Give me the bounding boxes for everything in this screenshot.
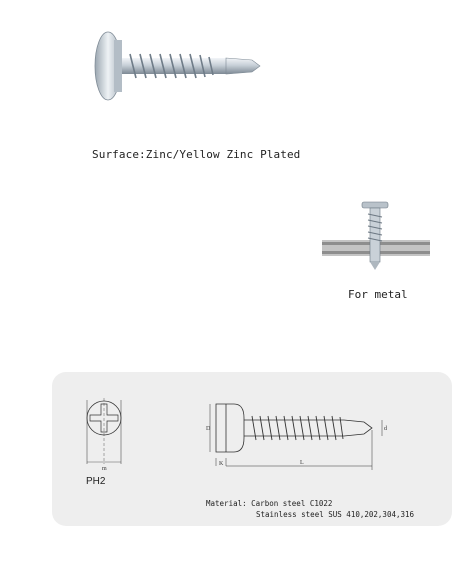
material-spec (206, 498, 414, 520)
dim-label-thickness: K (219, 461, 224, 467)
screw-side-drawing (204, 400, 394, 474)
drive-type-label: PH2 (86, 476, 106, 487)
material-line-1: Material: Carbon steel C1022 (206, 499, 333, 508)
phillips-head-top-view (84, 398, 124, 470)
metal-application-image (322, 198, 430, 270)
head-dim-label: m (102, 466, 107, 470)
surface-caption: Surface:Zinc/Yellow Zinc Plated (92, 148, 301, 161)
dim-label-thread: d (384, 426, 387, 432)
dim-label-length: L (300, 460, 304, 466)
material-line-2: Stainless steel SUS 410,202,304,316 (256, 510, 415, 519)
screw-photo (92, 28, 264, 106)
dim-label-diameter: D (206, 426, 211, 432)
application-caption: For metal (348, 288, 408, 301)
